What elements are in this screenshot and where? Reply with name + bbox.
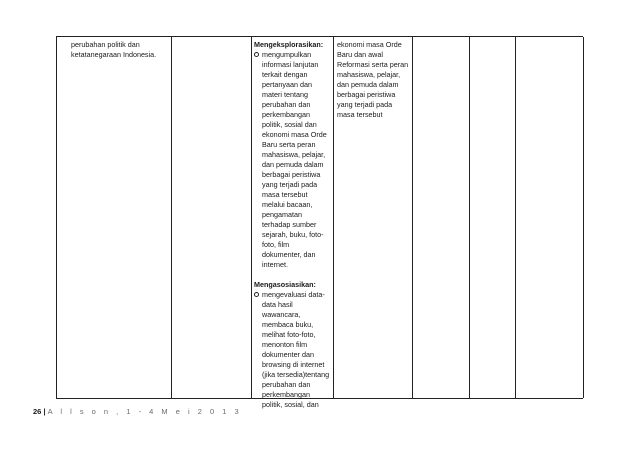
- page-number: 26: [33, 407, 42, 416]
- section-heading-explore: Mengeksplorasikan:: [254, 40, 324, 49]
- bullet-icon: [254, 292, 259, 297]
- text-line: berbagai peristiwa: [337, 90, 396, 99]
- column-divider-5: [469, 37, 470, 398]
- text-line: dokumenter, dan: [262, 250, 316, 259]
- page-footer: [33, 407, 242, 416]
- column-divider-3: [333, 37, 334, 398]
- text-line: internet.: [262, 260, 288, 269]
- text-line: data hasil: [262, 300, 293, 309]
- text-line: masa tersebut: [262, 190, 308, 199]
- text-line: informasi lanjutan: [262, 60, 319, 69]
- text-line: mahasiswa, pelajar,: [337, 70, 401, 79]
- bullet-item-explore: [254, 50, 332, 270]
- text-line: melalui bacaan,: [262, 200, 313, 209]
- text-line: perkembangan: [262, 390, 310, 399]
- text-line: (jika tersedia)tentang: [262, 370, 330, 379]
- text-line: perubahan dan: [262, 100, 311, 109]
- text-line: browsing di internet: [262, 360, 325, 369]
- text-line: mengevaluasi data-: [262, 290, 325, 299]
- text-line: perubahan politik dan: [71, 40, 140, 49]
- text-line: yang terjadi pada: [262, 180, 318, 189]
- footer-text: A l l s o n , 1 - 4 M e i 2 0 1 3: [47, 407, 242, 416]
- text-line: Baru dan awal: [337, 50, 383, 59]
- text-line: ketatanegaraan Indonesia.: [71, 50, 157, 59]
- bullet-icon: [254, 52, 259, 57]
- text-line: pertanyaan dan: [262, 80, 312, 89]
- assessment-cell: [337, 40, 417, 120]
- text-line: yang terjadi pada: [337, 100, 393, 109]
- text-line: dan pemuda dalam: [262, 160, 324, 169]
- competency-cell: [71, 40, 231, 60]
- text-line: pengamatan: [262, 210, 302, 219]
- text-line: dan pemuda dalam: [337, 80, 399, 89]
- column-divider-2: [251, 37, 252, 398]
- text-line: mahasiswa, pelajar,: [262, 150, 326, 159]
- section-heading-associate: Mengasosiasikan:: [254, 280, 316, 289]
- text-line: sejarah, buku, foto-: [262, 230, 324, 239]
- text-line: berbagai peristiwa: [262, 170, 321, 179]
- text-line: politik, sosial, dan: [262, 400, 319, 409]
- text-line: materi tentang: [262, 90, 308, 99]
- syllabus-table: [56, 36, 583, 409]
- text-line: politik, sosial dan: [262, 120, 317, 129]
- text-line: ekonomi masa Orde: [262, 130, 327, 139]
- text-line: perkembangan: [262, 110, 310, 119]
- bullet-item-associate: [254, 290, 332, 410]
- column-divider-6: [515, 37, 516, 398]
- text-line: Reformasi serta peran: [337, 60, 409, 69]
- text-line: wawancara,: [262, 310, 301, 319]
- text-line: terhadap sumber: [262, 220, 317, 229]
- text-line: terkait dengan: [262, 70, 308, 79]
- text-line: masa tersebut: [337, 110, 383, 119]
- learning-activities-cell: [254, 40, 332, 410]
- text-line: perubahan dan: [262, 380, 311, 389]
- text-line: mengumpulkan: [262, 50, 312, 59]
- column-divider-1: [171, 37, 172, 398]
- text-line: menonton film: [262, 340, 308, 349]
- text-line: ekonomi masa Orde: [337, 40, 402, 49]
- text-line: foto, film: [262, 240, 290, 249]
- text-line: melihat foto-foto,: [262, 330, 316, 339]
- text-line: Baru serta peran: [262, 140, 316, 149]
- text-line: membaca buku,: [262, 320, 314, 329]
- footer-separator: |: [43, 407, 46, 416]
- text-line: dokumenter dan: [262, 350, 314, 359]
- column-divider-7: [583, 37, 584, 398]
